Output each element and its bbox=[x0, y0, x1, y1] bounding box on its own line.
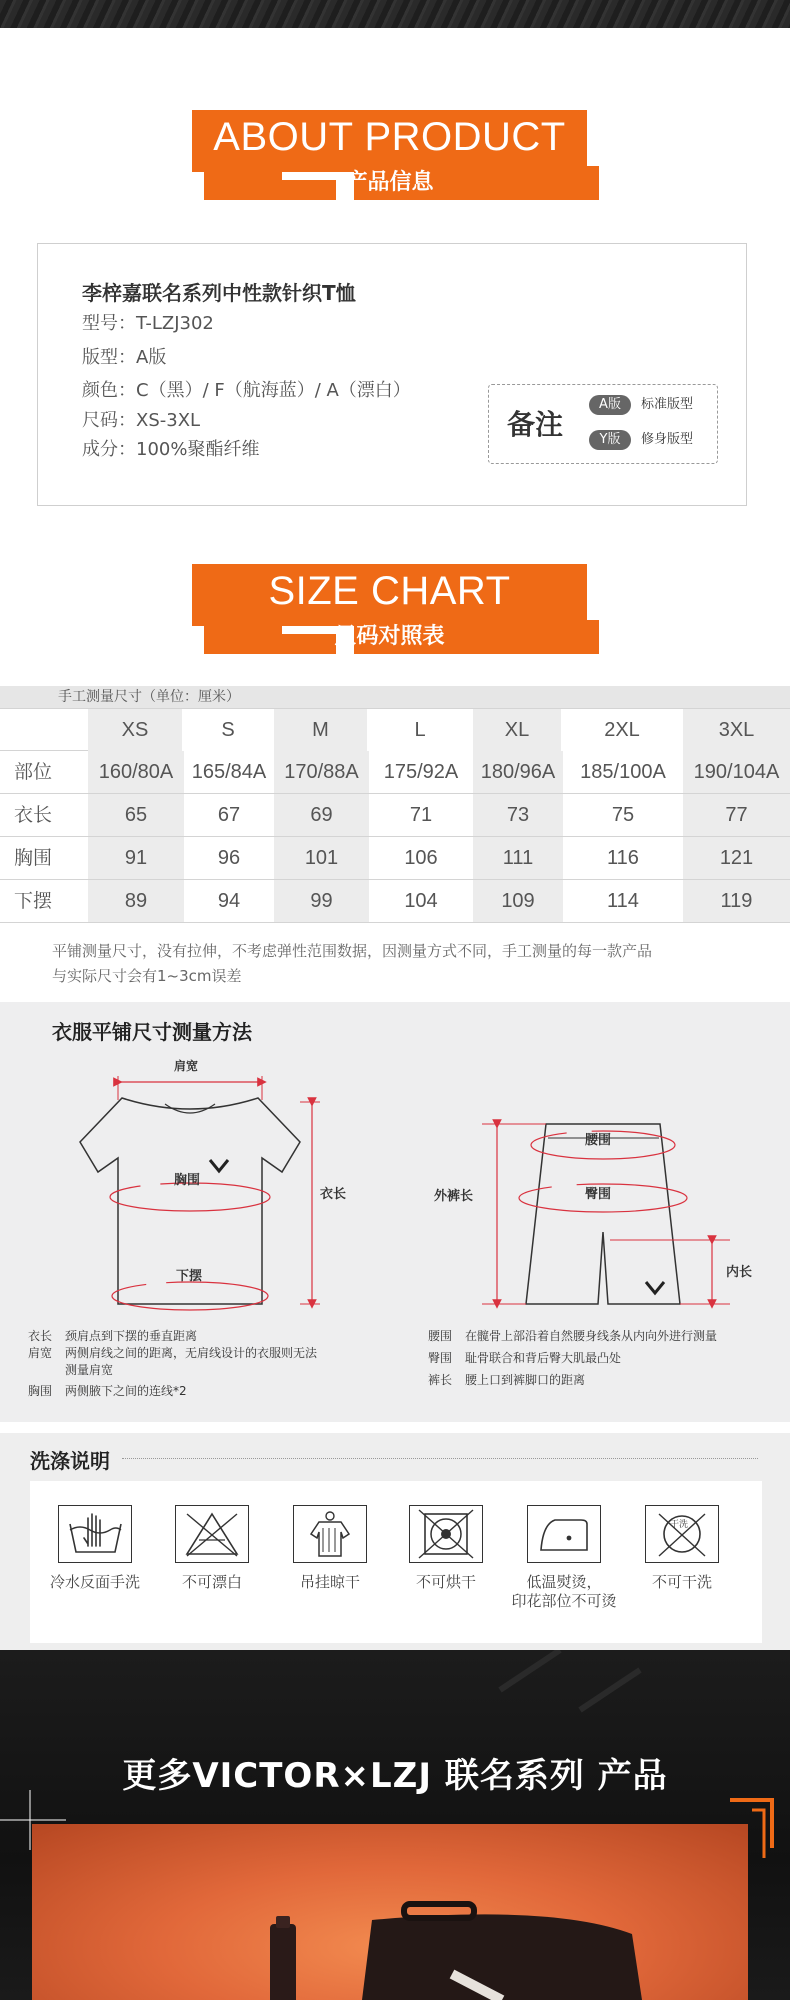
washing-panel bbox=[0, 1433, 790, 1653]
remark-label: 备注 bbox=[507, 408, 564, 441]
measurement-diagram bbox=[0, 1042, 790, 1342]
table-cell: 69 bbox=[274, 794, 369, 836]
badge-y-fit: Y版 bbox=[589, 430, 631, 450]
shirt-note-shoulder-cont: 测量肩宽 bbox=[65, 1363, 114, 1377]
table-cell: 119 bbox=[683, 880, 790, 922]
product-name: 李梓嘉联名系列中性款针织T恤 bbox=[82, 281, 356, 305]
badge-a-fit: A版 bbox=[589, 395, 631, 415]
size-table-header-row bbox=[0, 708, 790, 751]
badge-a-text: 标准版型 bbox=[641, 397, 694, 412]
wash-item-hang-dry: 吊挂晾干 bbox=[275, 1481, 385, 1592]
no-bleach-icon bbox=[177, 1506, 248, 1561]
wash-item-no-dry-clean: 干洗 不可干洗 bbox=[627, 1481, 737, 1592]
note-line-1: 平铺测量尺寸，没有拉伸，不考虑弹性范围数据，因测量方式不同，手工测量的每一款产品 bbox=[52, 942, 653, 960]
size-table-caption: 手工测量尺寸（单位：厘米） bbox=[0, 686, 790, 708]
size-table bbox=[0, 686, 790, 923]
table-cell: 180/96A bbox=[473, 751, 563, 793]
no-dry-clean-icon bbox=[647, 1506, 718, 1561]
label-length: 衣长 bbox=[320, 1187, 347, 1202]
table-cell: 99 bbox=[274, 880, 369, 922]
about-product-title-zh: 产品信息 bbox=[345, 170, 434, 195]
table-cell: 170/88A bbox=[274, 751, 369, 793]
label-chest: 胸围 bbox=[174, 1173, 201, 1188]
measurement-panel bbox=[0, 1002, 790, 1422]
wash-item-hand-wash: 冷水反面手洗 bbox=[40, 1481, 150, 1592]
product-material: 成分：100%聚酯纤维 bbox=[82, 439, 260, 460]
more-products-section bbox=[0, 1650, 790, 2000]
table-cell: 73 bbox=[473, 794, 563, 836]
table-cell: 65 bbox=[88, 794, 184, 836]
shirt-note-length: 衣长 颈肩点到下摆的垂直距离 bbox=[28, 1329, 198, 1343]
size-chart-title-zh: 尺码对照表 bbox=[334, 624, 445, 649]
table-cell: 175/92A bbox=[383, 761, 459, 783]
wash-item-no-tumble-dry: 不可烘干 bbox=[391, 1481, 501, 1592]
col-l: L bbox=[369, 709, 473, 751]
label-outseam: 外裤长 bbox=[434, 1189, 474, 1204]
row-label: 部位 bbox=[14, 761, 53, 783]
size-chart-title-en: SIZE CHART bbox=[268, 569, 511, 613]
table-cell: 160/80A bbox=[88, 751, 184, 793]
product-model: 型号：T-LZJ302 bbox=[82, 313, 214, 334]
table-cell: 116 bbox=[607, 847, 639, 869]
shirt-notes bbox=[28, 1328, 358, 1400]
table-cell: 185/100A bbox=[580, 761, 666, 783]
measurement-title: 衣服平铺尺寸测量方法 bbox=[52, 1020, 252, 1044]
washing-title: 洗涤说明 bbox=[30, 1449, 110, 1473]
top-texture-strip bbox=[0, 0, 790, 28]
row-label: 衣长 bbox=[14, 804, 53, 826]
dry-clean-icon-text: 干洗 bbox=[670, 1520, 689, 1530]
col-s: S bbox=[184, 709, 274, 751]
no-tumble-dry-icon bbox=[411, 1506, 482, 1561]
low-iron-icon bbox=[529, 1506, 600, 1561]
table-row bbox=[0, 880, 790, 923]
label-shoulder: 肩宽 bbox=[174, 1059, 199, 1073]
washing-icons bbox=[30, 1481, 762, 1643]
table-cell: 101 bbox=[274, 837, 369, 879]
promo-product-image[interactable] bbox=[32, 1824, 748, 2000]
promo-products-illustration bbox=[32, 1824, 748, 2000]
table-cell: 71 bbox=[409, 804, 433, 826]
table-cell: 89 bbox=[88, 880, 184, 922]
row-label: 胸围 bbox=[14, 847, 53, 869]
table-cell: 94 bbox=[217, 890, 241, 912]
label-inseam: 内长 bbox=[726, 1265, 753, 1280]
table-cell: 165/84A bbox=[191, 761, 267, 783]
table-cell: 104 bbox=[404, 890, 438, 912]
table-row bbox=[0, 794, 790, 837]
shirt-note-shoulder: 肩宽 两侧肩线之间的距离，无肩线设计的衣服则无法 bbox=[28, 1346, 318, 1360]
table-cell: 77 bbox=[683, 794, 790, 836]
shirt-note-chest: 胸围 两侧腋下之间的连线*2 bbox=[28, 1384, 187, 1398]
pants-note-hip: 臀围 耻骨联合和背后臀大肌最凸处 bbox=[428, 1351, 622, 1365]
size-table-body bbox=[0, 751, 790, 923]
remark-box bbox=[488, 384, 718, 464]
product-info-box bbox=[37, 243, 747, 506]
table-cell: 67 bbox=[217, 804, 241, 826]
table-cell: 190/104A bbox=[683, 751, 790, 793]
product-fit: 版型：A版 bbox=[82, 347, 167, 368]
pants-notes bbox=[428, 1328, 788, 1389]
pants-note-length: 裤长 腰上口到裤脚口的距离 bbox=[428, 1373, 586, 1387]
table-cell: 111 bbox=[473, 837, 563, 879]
note-line-2: 与实际尺寸会有1~3cm误差 bbox=[52, 967, 242, 985]
table-cell: 91 bbox=[88, 837, 184, 879]
wash-item-no-bleach: 不可漂白 bbox=[157, 1481, 267, 1592]
table-cell: 106 bbox=[404, 847, 438, 869]
col-m: M bbox=[274, 709, 369, 751]
label-hem: 下摆 bbox=[176, 1269, 203, 1284]
label-waist: 腰围 bbox=[585, 1133, 612, 1148]
about-product-header bbox=[0, 110, 790, 200]
product-sizes: 尺码：XS-3XL bbox=[82, 410, 201, 431]
label-hip: 臀围 bbox=[585, 1187, 612, 1202]
col-2xl: 2XL bbox=[563, 709, 683, 751]
table-cell: 96 bbox=[217, 847, 241, 869]
hand-wash-icon bbox=[60, 1506, 131, 1561]
col-xs: XS bbox=[88, 709, 184, 751]
table-cell: 75 bbox=[611, 804, 635, 826]
col-xl: XL bbox=[473, 709, 563, 751]
pants-note-waist: 腰围 在髋骨上部沿着自然腰身线条从内向外进行测量 bbox=[428, 1329, 718, 1343]
table-cell: 109 bbox=[473, 880, 563, 922]
table-cell: 121 bbox=[683, 837, 790, 879]
row-label: 下摆 bbox=[14, 890, 53, 912]
more-products-title: 更多VICTOR×LZJ 联名系列 产品 bbox=[122, 1756, 668, 1796]
col-3xl: 3XL bbox=[683, 709, 790, 751]
shorts-outline bbox=[526, 1124, 680, 1304]
wash-item-low-iron: 低温熨烫， 印花部位不可烫 bbox=[509, 1481, 619, 1611]
product-color: 颜色：C（黑）/ F（航海蓝）/ A（漂白） bbox=[82, 380, 411, 401]
hang-dry-icon bbox=[295, 1506, 366, 1561]
badge-y-text: 修身版型 bbox=[641, 432, 694, 447]
table-row bbox=[0, 751, 790, 794]
table-row bbox=[0, 837, 790, 880]
size-chart-header bbox=[0, 564, 790, 654]
about-product-title-en: ABOUT PRODUCT bbox=[213, 115, 566, 159]
table-cell: 114 bbox=[607, 890, 639, 912]
size-table-note bbox=[52, 939, 752, 989]
washing-divider bbox=[122, 1458, 758, 1459]
